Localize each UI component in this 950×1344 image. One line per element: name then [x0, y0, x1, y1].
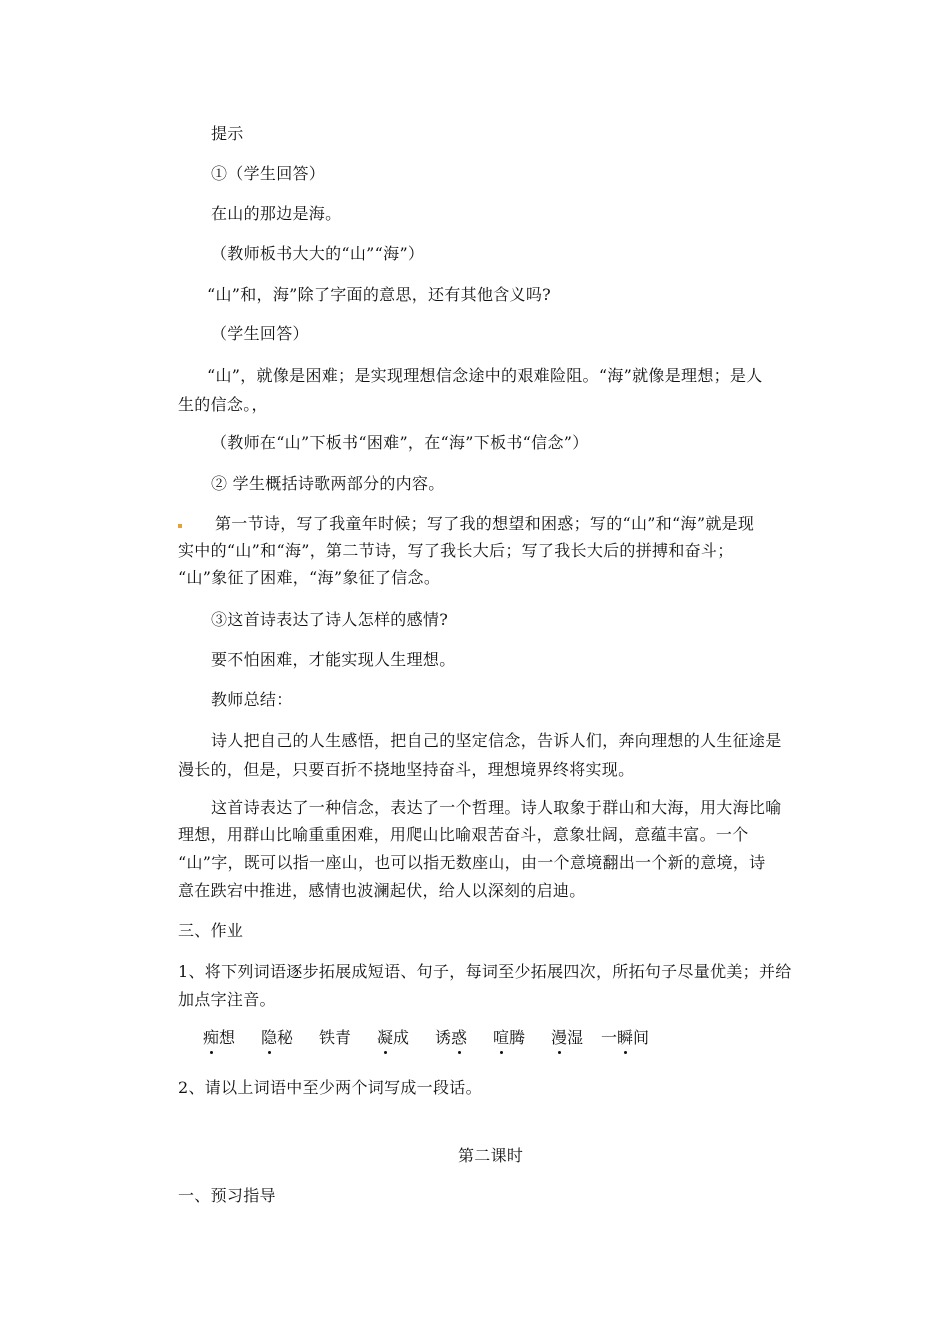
section-title: 第二课时	[458, 1146, 524, 1165]
meaning-question: “山”和，海”除了字面的意思，还有其他含义吗?	[207, 285, 552, 304]
homework-task-1-line-2: 加点字注音。	[178, 990, 276, 1009]
vocab-word: 漫湿	[551, 1028, 601, 1048]
section-heading: 一、预习指导	[178, 1186, 276, 1205]
summary-line-2: 实中的“山”和“海”，第二节诗，写了我长大后；写了我长大后的拼搏和奋斗；	[178, 541, 734, 560]
meaning-answer-line-2: 生的信念。，	[178, 395, 268, 414]
summary-line-1: 第一节诗，写了我童年时候；写了我的想望和困惑；写的“山”和“海”就是现	[215, 514, 755, 533]
answer-3: 要不怕困难，才能实现人生理想。	[211, 650, 456, 669]
vocab-word: 凝成	[377, 1028, 435, 1048]
teacher-summary-line-1: 诗人把自己的人生感悟，把自己的坚定信念，告诉人们，奔向理想的人生征途是	[211, 731, 782, 750]
vocab-word: 隐秘	[261, 1028, 319, 1048]
vocab-word: 诱惑	[435, 1028, 493, 1048]
vocabulary-list	[203, 1028, 661, 1048]
analysis-line-3: “山”字，既可以指一座山，也可以指无数座山，由一个意境翻出一个新的意境，诗	[178, 853, 766, 872]
edit-mark	[178, 524, 182, 528]
homework-heading: 三、作业	[178, 921, 244, 940]
analysis-line-4: 意在跌宕中推进，感情也波澜起伏，给人以深刻的启迪。	[178, 881, 586, 900]
teacher-summary-label: 教师总结：	[211, 690, 293, 709]
homework-task-2: 2、请以上词语中至少两个词写成一段话。	[178, 1078, 482, 1097]
board-note-2: （教师在“山”下板书“困难”，在“海”下板书“信念”）	[211, 433, 589, 452]
analysis-line-1: 这首诗表达了一种信念，表达了一个哲理。诗人取象于群山和大海，用大海比喻	[211, 798, 782, 817]
teacher-summary-line-2: 漫长的，但是，只要百折不挠地坚持奋斗，理想境界终将实现。	[178, 760, 635, 779]
homework-task-1-line-1: 1、将下列词语逐步拓展成短语、句子，每词至少拓展四次，所拓句子尽量优美；并给	[178, 962, 792, 981]
summary-line-3: “山”象征了困难，“海”象征了信念。	[178, 568, 441, 587]
question-2: ② 学生概括诗歌两部分的内容。	[211, 474, 445, 493]
board-note-1: （教师板书大大的“山”“海”）	[211, 244, 425, 263]
vocab-word: 喧腾	[493, 1028, 551, 1048]
student-answer-label: （学生回答）	[211, 324, 309, 343]
meaning-answer-line-1: “山”，就像是困难；是实现理想信念途中的艰难险阻。“海”就像是理想；是人	[207, 366, 763, 385]
vocab-word: 一瞬间	[601, 1028, 661, 1048]
question-1: ①（学生回答）	[211, 164, 326, 183]
analysis-line-2: 理想，用群山比喻重重困难，用爬山比喻艰苦奋斗，意象壮阔，意蕴丰富。一个	[178, 825, 749, 844]
answer-1: 在山的那边是海。	[211, 204, 342, 223]
vocab-word: 痴想	[203, 1028, 261, 1048]
vocab-word: 铁青	[319, 1028, 352, 1047]
question-3: ③这首诗表达了诗人怎样的感情?	[211, 610, 449, 629]
hint-heading: 提示	[211, 124, 244, 143]
